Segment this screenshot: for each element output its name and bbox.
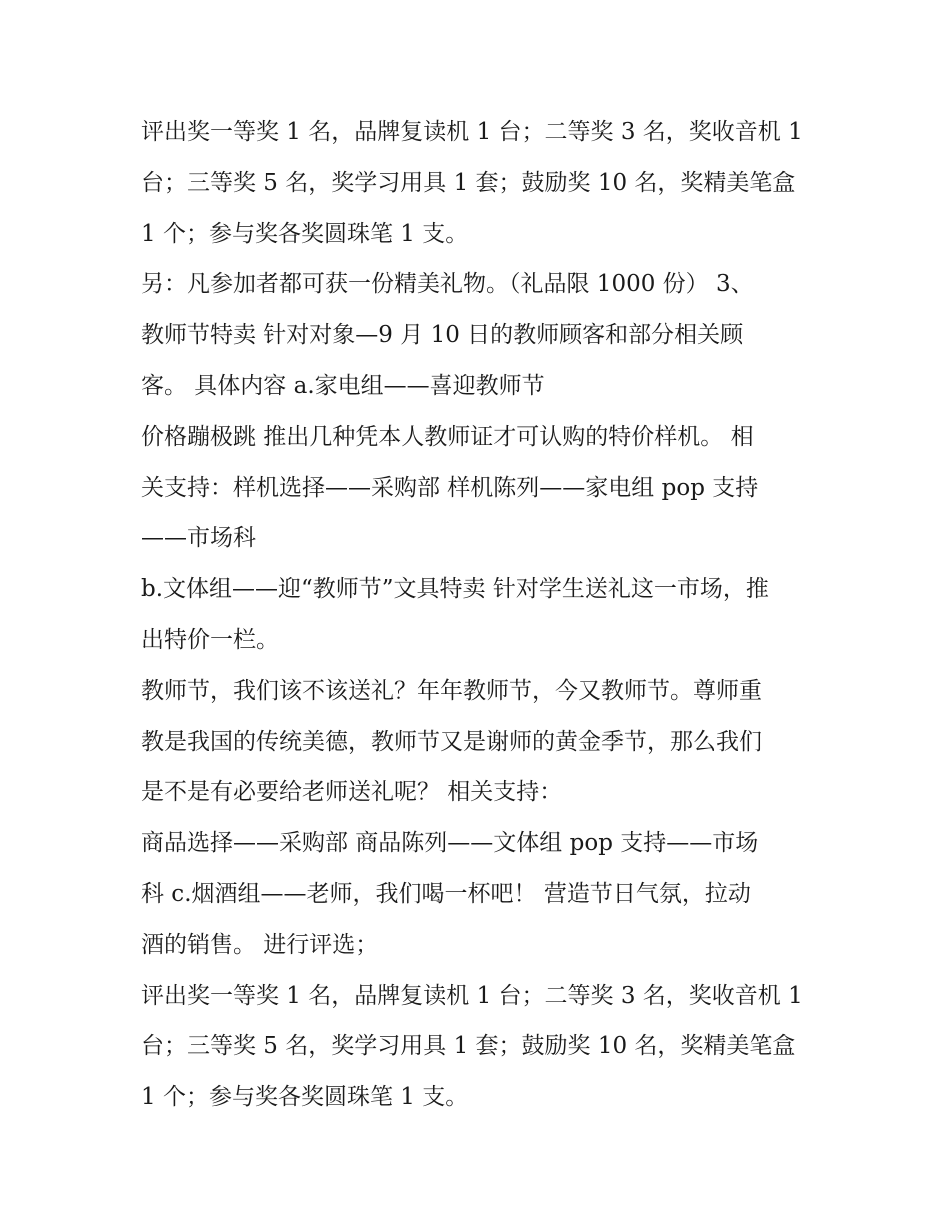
text-line-15: 商品选择——采购部 商品陈列——文体组 pop 支持——市场 <box>141 830 759 857</box>
text-line-17: 酒的销售。 进行评选； <box>141 931 379 958</box>
text-line-8: 关支持：样机选择——采购部 样机陈列——家电组 pop 支持 <box>141 474 759 501</box>
text-line-3: 1 个；参与奖各奖圆珠笔 1 支。 <box>141 220 469 247</box>
text-line-18: 评出奖一等奖 1 名，品牌复读机 1 台；二等奖 3 名，奖收音机 1 <box>141 982 803 1009</box>
body-text <box>141 107 821 1123</box>
text-line-16: 科 c.烟酒组——老师，我们喝一杯吧！ 营造节日气氛，拉动 <box>141 880 751 907</box>
text-line-20: 1 个；参与奖各奖圆珠笔 1 支。 <box>141 1084 469 1111</box>
text-line-9: ——市场科 <box>141 525 256 552</box>
text-line-14: 是不是有必要给老师送礼呢？ 相关支持： <box>141 779 563 806</box>
text-line-13: 教是我国的传统美德，教师节又是谢师的黄金季节，那么我们 <box>141 728 762 755</box>
text-line-2: 台；三等奖 5 名，奖学习用具 1 套；鼓励奖 10 名，奖精美笔盒 <box>141 169 796 196</box>
text-line-7: 价格蹦极跳 推出几种凭本人教师证才可认购的特价样机。 相 <box>141 423 754 450</box>
text-line-11: 出特价一栏。 <box>141 626 279 653</box>
text-line-5: 教师节特卖 针对对象—9 月 10 日的教师顾客和部分相关顾 <box>141 322 744 349</box>
text-line-10: b.文体组——迎“教师节”文具特卖 针对学生送礼这一市场，推 <box>141 576 769 603</box>
text-line-12: 教师节，我们该不该送礼？年年教师节，今又教师节。尊师重 <box>141 677 762 704</box>
text-line-4: 另：凡参加者都可获一份精美礼物。（礼品限 1000 份） 3、 <box>141 271 754 298</box>
text-line-6: 客。 具体内容 a.家电组——喜迎教师节 <box>141 372 545 399</box>
text-line-1: 评出奖一等奖 1 名，品牌复读机 1 台；二等奖 3 名，奖收音机 1 <box>141 119 803 145</box>
text-line-19: 台；三等奖 5 名，奖学习用具 1 套；鼓励奖 10 名，奖精美笔盒 <box>141 1033 796 1060</box>
